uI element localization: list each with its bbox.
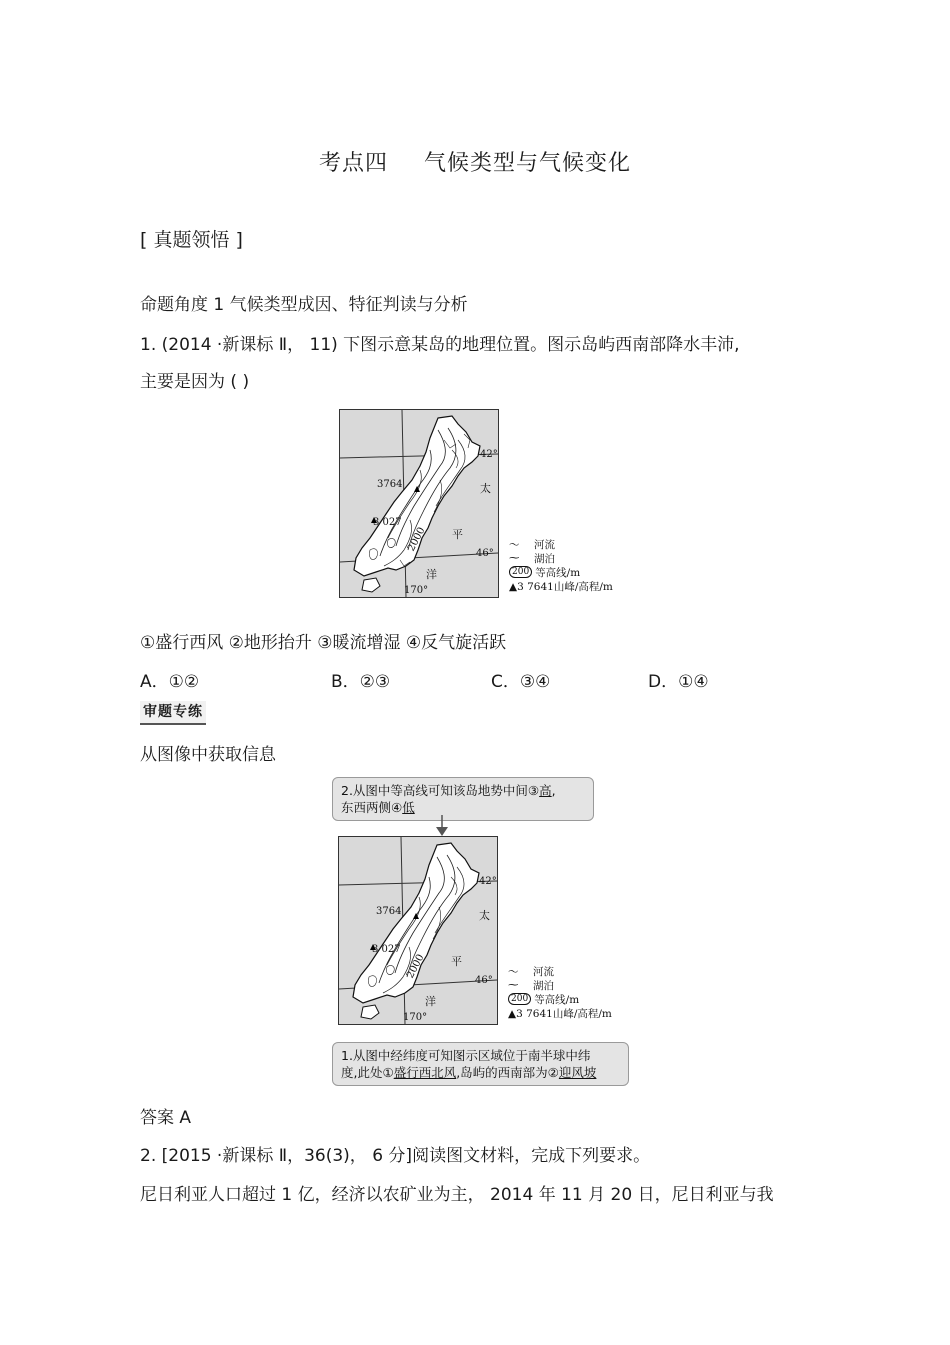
peak-label-3764: 3764	[376, 906, 402, 917]
latitude-42-label: 42°	[479, 876, 497, 887]
legend-contour: 200 等高线/m	[508, 992, 612, 1006]
legend-river: 〜 河流	[509, 538, 555, 551]
section-header: [ 真题领悟 ]	[140, 229, 243, 251]
ocean-char-2: 平	[451, 955, 462, 968]
title-part2: 气候类型与气候变化	[424, 151, 632, 176]
stewart-island	[362, 578, 380, 592]
longitude-170-label: 170°	[403, 1012, 428, 1023]
lake-icon: ⁓	[509, 552, 520, 564]
peak-label-3764: 3764	[377, 479, 403, 490]
arrow-down-icon	[434, 815, 450, 837]
contour-icon: 200	[508, 993, 531, 1005]
info-heading: 从图像中获取信息	[140, 745, 276, 765]
legend-lake: ⁓ 湖泊	[508, 979, 554, 992]
map-legend-annotated	[508, 964, 612, 1020]
ocean-char-3: 洋	[425, 995, 436, 1008]
latitude-42-label: 42°	[480, 449, 498, 460]
peak-label-3027: 3 027	[373, 517, 402, 528]
latitude-46-label: 46°	[476, 548, 494, 559]
question2-line2: 尼日利亚人口超过 1 亿，经济以农矿业为主， 2014 年 11 月 20 日，尼日利亚与我	[140, 1185, 774, 1205]
river-icon: 〜	[508, 965, 519, 978]
river-icon: 〜	[509, 538, 520, 551]
latitude-46-label: 46°	[475, 975, 493, 986]
island-map-annotated-graphic	[339, 837, 497, 1024]
island-map	[339, 409, 499, 598]
callout-top: 2.从图中等高线可知该岛地势中间③高, 东西两侧④低	[332, 777, 594, 821]
option-c: C．③④	[491, 672, 551, 692]
ocean-char-1: 太	[479, 909, 490, 922]
longitude-170-label: 170°	[404, 585, 429, 596]
question1-line1: 1. (2014 ·新课标 Ⅱ， 11) 下图示意某岛的地理位置。图示岛屿西南部降水丰沛,	[140, 335, 740, 355]
answer: 答案 A	[140, 1108, 192, 1128]
lake-icon: ⁓	[508, 979, 519, 991]
question-angle: 命题角度 1 气候类型成因、特征判读与分析	[140, 295, 468, 315]
contour-label: 2000	[405, 525, 428, 554]
page-title	[0, 146, 950, 177]
question1-line2: 主要是因为 ( )	[140, 372, 250, 392]
question2-line1: 2. [2015 ·新课标 Ⅱ，36(3)， 6 分]阅读图文材料，完成下列要求。	[140, 1146, 651, 1166]
legend-peak: ▲3 7641山峰/高程/m	[508, 1007, 612, 1020]
option-d: D．①④	[648, 672, 709, 692]
ocean-char-1: 太	[480, 482, 491, 495]
option-a: A．①②	[140, 672, 200, 692]
island-map-graphic	[340, 410, 498, 597]
peak-label-3027: 3 027	[372, 944, 401, 955]
island-map-annotated	[338, 836, 498, 1025]
ocean-char-2: 平	[452, 528, 463, 541]
title-part1: 考点四	[318, 151, 388, 176]
contour-icon: 200	[509, 566, 532, 578]
island-south	[354, 416, 480, 576]
contour-label: 2000	[404, 952, 427, 981]
legend-peak: ▲3 7641山峰/高程/m	[509, 580, 613, 593]
option-b: B．②③	[331, 672, 391, 692]
legend-contour: 200 等高线/m	[509, 565, 613, 579]
map-legend	[509, 537, 613, 593]
legend-river: 〜 河流	[508, 965, 554, 978]
practice-badge: 审题专练	[140, 701, 206, 725]
callout-bottom: 1.从图中经纬度可知图示区域位于南半球中纬 度,此处①盛行西北风,岛屿的西南部为②迎风坡	[332, 1042, 629, 1086]
statements: ①盛行西风 ②地形抬升 ③暖流增湿 ④反气旋活跃	[140, 633, 507, 653]
legend-lake: ⁓ 湖泊	[509, 552, 555, 565]
ocean-char-3: 洋	[426, 568, 437, 581]
